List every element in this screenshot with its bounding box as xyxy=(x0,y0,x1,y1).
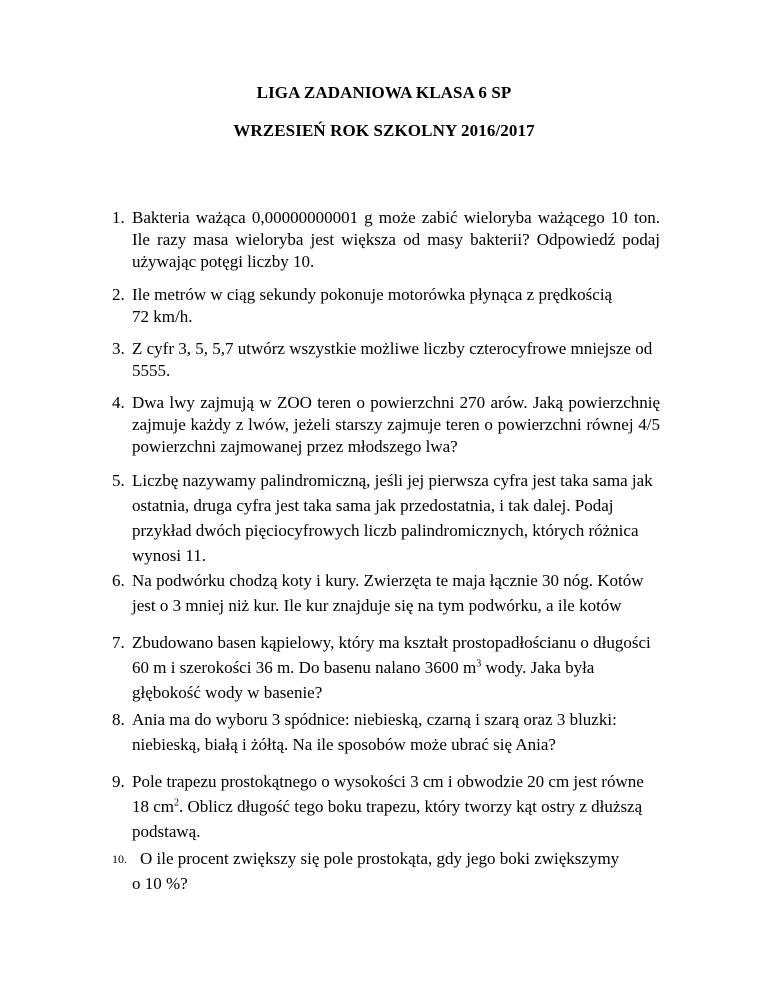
problem-number: 7. xyxy=(112,633,125,652)
problem-10 xyxy=(112,846,660,896)
superscript: 3 xyxy=(476,658,482,670)
document-title: LIGA ZADANIOWA KLASA 6 SP xyxy=(256,83,512,102)
problem-6 xyxy=(112,568,660,618)
problem-9 xyxy=(112,769,660,844)
problem-number: 10. xyxy=(112,852,127,866)
problem-number: 9. xyxy=(112,772,125,791)
problem-text xyxy=(132,630,660,705)
problem-text-line: Ile metrów w ciąg sekundy pokonuje motorówka płynąca z prędkością xyxy=(132,285,613,304)
problem-number: 6. xyxy=(112,571,125,590)
problem-text xyxy=(132,769,660,844)
problem-text-line: o 10 %? xyxy=(132,874,188,893)
problem-number: 8. xyxy=(112,710,125,729)
problem-number: 4. xyxy=(112,393,125,412)
problem-2 xyxy=(112,284,660,328)
problem-number: 2. xyxy=(112,285,125,304)
problem-1 xyxy=(112,207,660,273)
problem-8 xyxy=(112,707,660,757)
document-subtitle: WRZESIEŃ ROK SZKOLNY 2016/2017 xyxy=(233,121,535,140)
problem-text: Z cyfr 3, 5, 5,7 utwórz wszystkie możliwe liczby czterocyfrowe mniejsze od 5555. xyxy=(132,339,653,380)
problem-7 xyxy=(112,630,660,705)
problem-text: Na podwórku chodzą koty i kury. Zwierzęta te maja łącznie 30 nóg. Kotów jest o 3 mniej niż kur. Ile kur znajduje się na tym podwórku, a ile kotów xyxy=(132,571,644,615)
problem-text xyxy=(132,846,660,896)
problem-text-line: 72 km/h. xyxy=(132,307,193,326)
problem-3 xyxy=(112,338,660,382)
problem-text-part: wody. Jaka była głębokość wody w basenie? xyxy=(132,658,595,702)
problem-4 xyxy=(112,392,660,458)
problem-text xyxy=(132,284,660,328)
problem-text-line: O ile procent zwiększy się pole prostokąta, gdy jego boki zwiększymy xyxy=(140,849,620,868)
problem-text: Dwa lwy zajmują w ZOO teren o powierzchni 270 arów. Jaką powierzchnię zajmuje każdy z lwów, jeżeli starszy zajmuje teren o powierzchni równej 4/5 powierzchni zajmowanej przez młodszego lwa? xyxy=(132,393,660,456)
problem-text-part: Zbudowano basen kąpielowy, który ma kształt prostopadłościanu o długości 60 m i szerokości 36 m. Do basenu nalano 3600 m xyxy=(132,633,651,677)
problem-text: Liczbę nazywamy palindromiczną, jeśli jej pierwsza cyfra jest taka sama jak ostatnia, druga cyfra jest taka sama jak przedostatnia, i tak dalej. Podaj przykład dwóch pięciocyfrowych liczb palindromicznych, których różnica wynosi 11. xyxy=(132,471,653,565)
problem-number: 5. xyxy=(112,471,125,490)
problem-text: Ania ma do wyboru 3 spódnice: niebieską, czarną i szarą oraz 3 bluzki: niebieską, białą i żółtą. Na ile sposobów może ubrać się Ania? xyxy=(132,710,617,754)
problem-number: 3. xyxy=(112,339,125,358)
problem-text-part: . Oblicz długość tego boku trapezu, który tworzy kąt ostry z dłuższą podstawą. xyxy=(132,797,643,841)
problem-5 xyxy=(112,468,660,568)
superscript: 2 xyxy=(174,797,180,809)
problem-text: Bakteria ważąca 0,00000000001 g może zabić wieloryba ważącego 10 ton. Ile razy masa wieloryba jest większa od masy bakterii? Odpowiedź podaj używając potęgi liczby 10. xyxy=(132,208,660,271)
problem-text-part: Pole trapezu prostokątnego o wysokości 3 cm i obwodzie 20 cm jest równe 18 cm xyxy=(132,772,644,816)
problem-number: 1. xyxy=(112,208,125,227)
